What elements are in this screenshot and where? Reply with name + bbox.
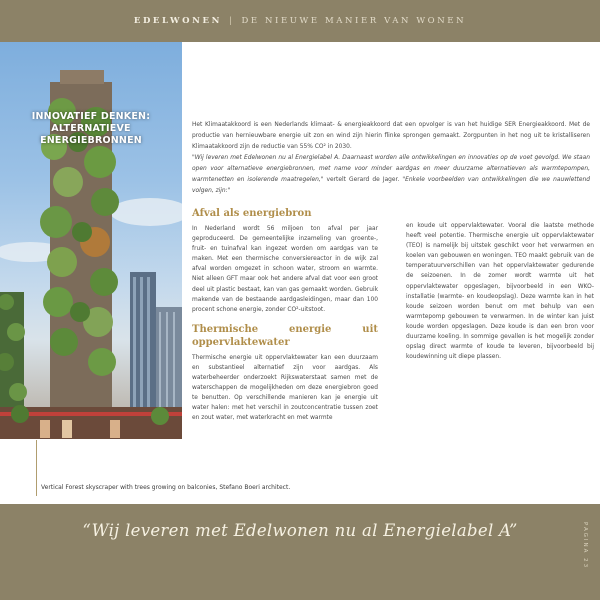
- brand-name: EDELWONEN: [133, 16, 222, 26]
- section-title-waste-energy: Afval als energiebron: [192, 208, 312, 219]
- section-title-thermal-energy: Thermische energie uit oppervlaktewater: [192, 323, 378, 348]
- right-column: [406, 221, 594, 362]
- photo-caption: Vertical Forest skyscraper with trees growing on balconies, Stefano Boeri architect.: [41, 484, 291, 491]
- page-number: PAGINA 23: [582, 522, 588, 570]
- left-column: [192, 207, 378, 424]
- right-column-body: en koude uit oppervlaktewater. Vooral die laatste methode heeft veel potentie. Thermische energie uit oppervlaktewater (TEO) is namelijk bij uitstek geschikt voor het verwarmen en koelen van gebouwen en woningen. TEO maakt gebruik van de temperatuurverschillen van het oppervlaktewater gedurende de seizoenen. In de zomer wordt warmte uit het oppervlaktewater opgeslagen, bijvoorbeeld in een WKO-installatie (warmte- en koudeopslag). Deze warmte kan in het koude seizoen worden benut om met behulp van een warmtepomp gebouwen te verwarmen. In de winter kan juist koude worden opgeslagen. Deze koude is dan een bron voor duurzame koeling. In sommige gevallen is het mogelijk zonder opslag direct warmte of koude te leveren, bijvoorbeeld bij koudewinning uit diepe plassen.: [406, 223, 594, 361]
- page-header: [0, 0, 600, 42]
- photo-heading: [0, 111, 182, 147]
- pull-quote: “Wij leveren met Edelwonen nu al Energielabel A”: [82, 521, 518, 540]
- photo-heading-line: ENERGIEBRONNEN: [40, 135, 142, 146]
- vertical-forest-illustration: [0, 42, 182, 439]
- header-separator: |: [228, 16, 235, 26]
- caption-divider: [36, 440, 37, 496]
- intro-attribution: vertelt Gerard de Jager.: [323, 177, 403, 183]
- intro-text: Het Klimaatakkoord is een Nederlands klimaat- & energieakkoord dat een opvolger is van het huidige SER Energieakkoord. Met de productie van hernieuwbare energie uit zon en wind zijn hierin flinke sprongen gemaakt. Zorgpunten in het nog uit te kristalliseren Klimaatakkoord zijn de reductie van 55% CO² in 2030.: [192, 122, 590, 150]
- photo-heading-line: INNOVATIEF DENKEN:: [31, 111, 151, 122]
- section-body-thermal-energy: Thermische energie uit oppervlaktewater kan een duurzaam en substantieel alternatief zijn voor aardgas. Als waterbeheerder onderzoekt Rijkswaterstaat samen met de waterschappen de mogelijkheden om deze energiebron goed te benutten. Op verschillende manieren kan je energie uit water halen: met het verschil in zoutconcentratie tussen zoet en zout water, met waterkracht en met warmte: [192, 354, 378, 422]
- intro-quote-2: "Enkele voorbeelden van ontwikkelingen die we nauwlettend volgen, zijn:": [192, 177, 590, 194]
- vertical-forest-photo: [0, 42, 182, 439]
- photo-heading-line: ALTERNATIEVE: [51, 123, 131, 134]
- intro-quote: "Wij leveren met Edelwonen nu al Energielabel A. Daarnaast worden alle ontwikkelingen en innovaties op de voet gevolgd. We staan open voor alternatieve energiebronnen, met name voor minder aardgas en meer duurzame alternatieven als warmtepompen, warmtenetten en isolerende maatregelen,": [192, 155, 590, 183]
- intro-paragraph: [192, 120, 590, 197]
- header-tagline: DE NIEUWE MANIER VAN WONEN: [241, 16, 467, 26]
- section-body-waste-energy: In Nederland wordt 56 miljoen ton afval per jaar geproduceerd. De gemeentelijke inzameling van groente-, fruit- en tuinafval kan ingezet worden om aardgas van te maken. Met een thermische conversiereactor in de wijk zal afval worden omgezet in schoon water, stroom en warmte. Niet alleen GFT maar ook het andere afval dat voor een groot deel uit plastic bestaat, kan van gas gemaakt worden. Gebruik makende van de bestaande aardgasleidingen, maar dan 100 procent schone energie, zonder CO²-uitstoot.: [192, 226, 378, 313]
